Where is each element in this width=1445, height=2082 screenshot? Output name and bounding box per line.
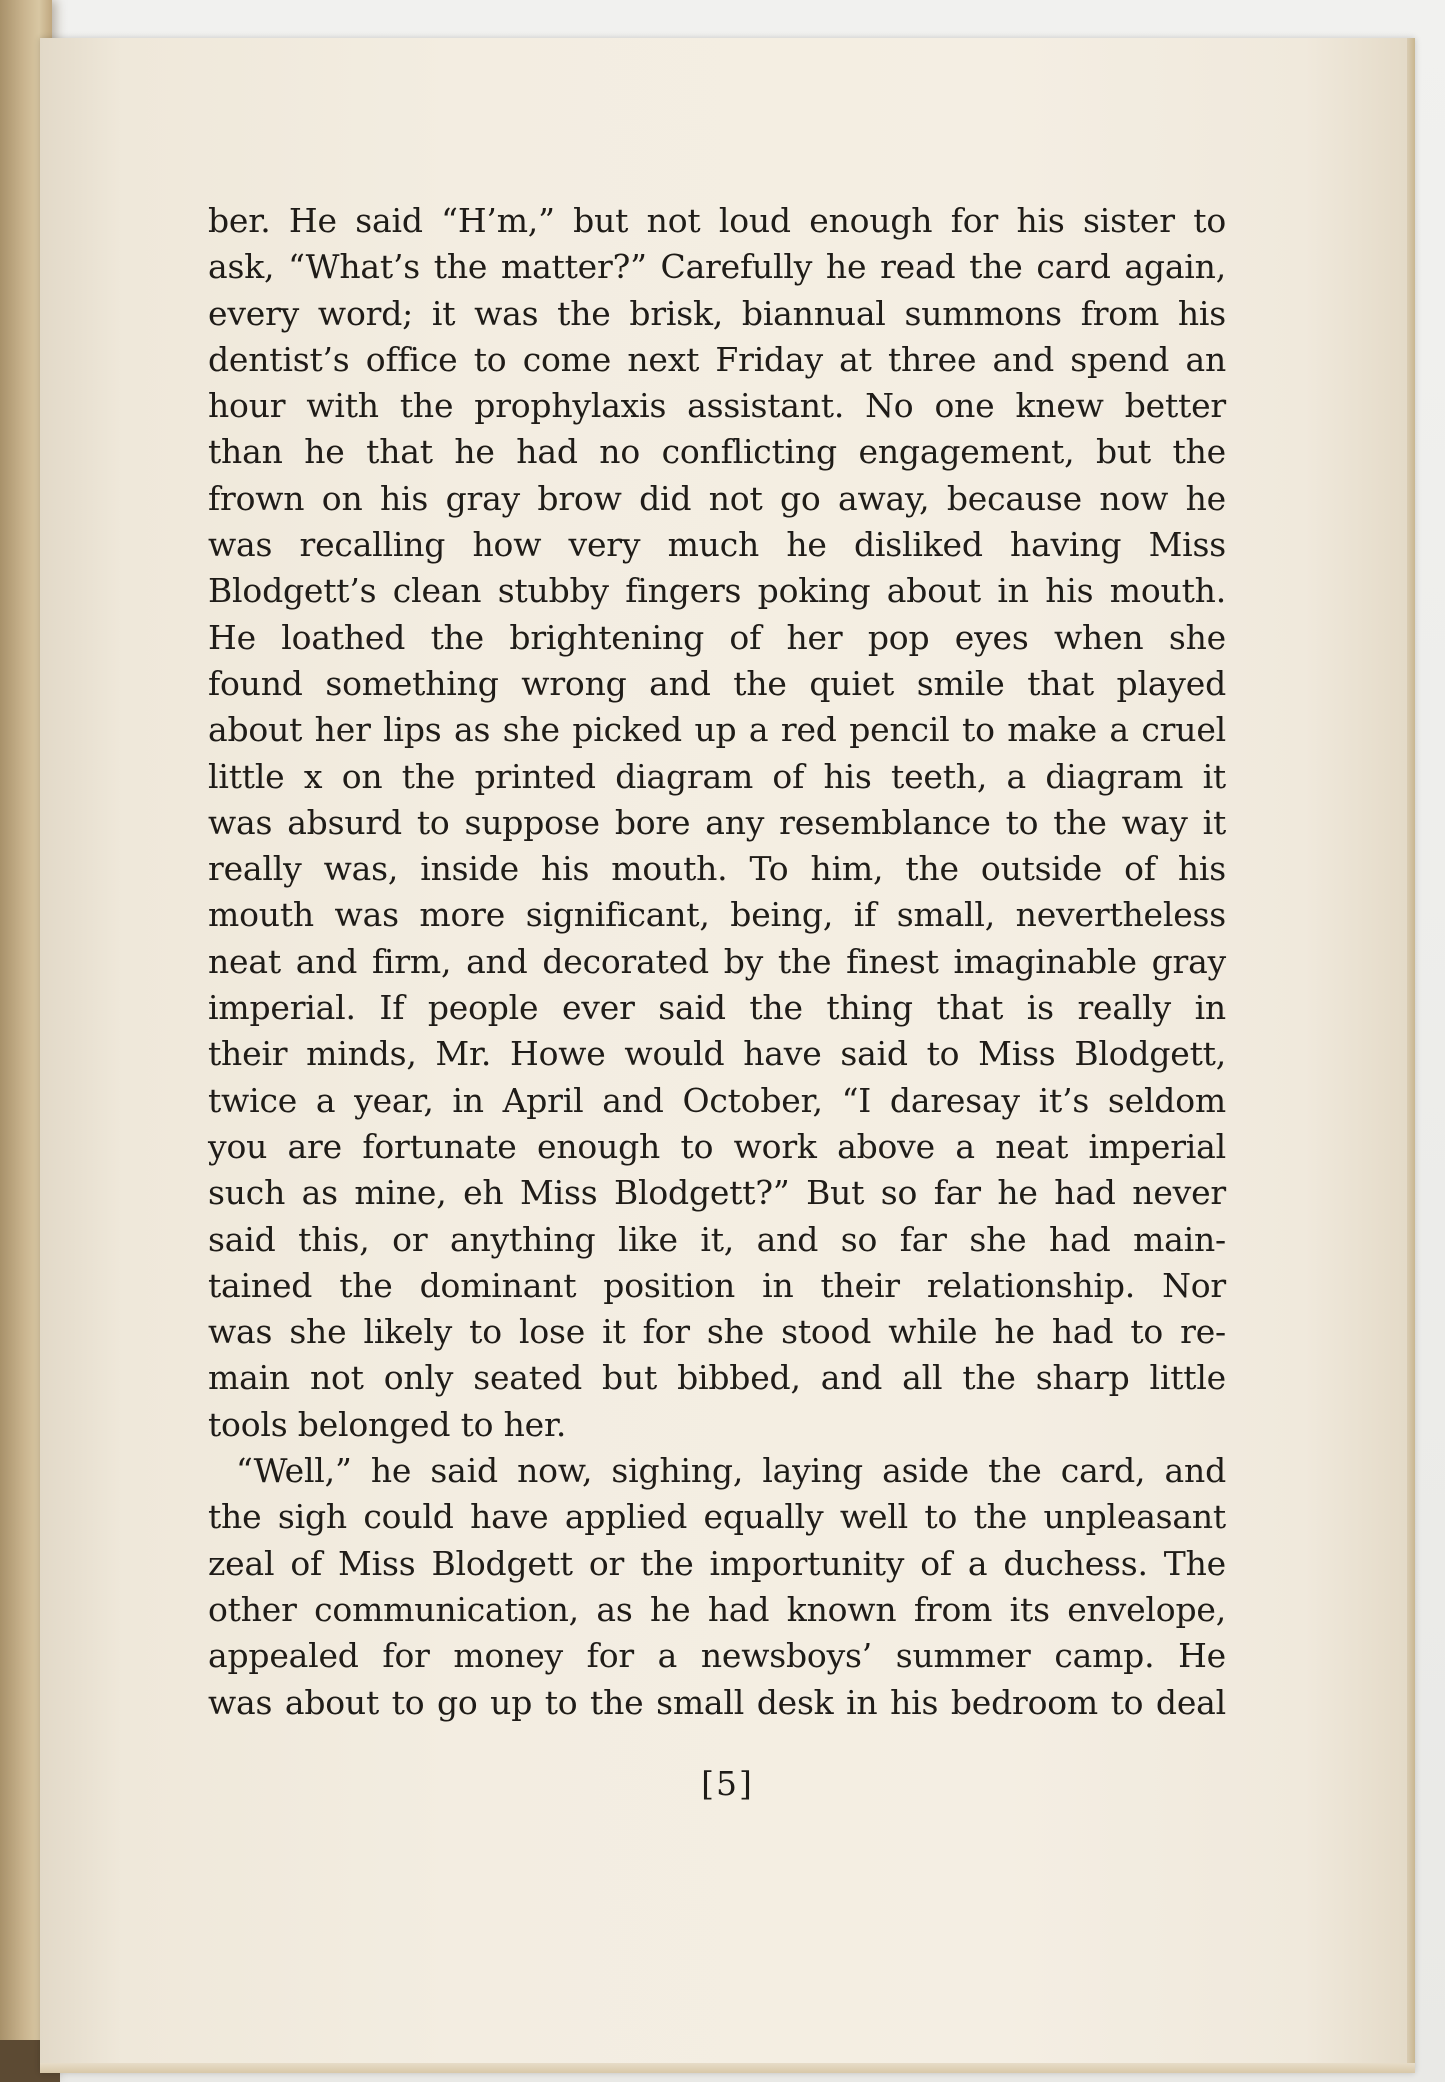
text-line: really was, inside his mouth. To him, the outside of his (208, 849, 1226, 889)
text-line: main not only seated but bibbed, and all the sharp little (208, 1358, 1226, 1398)
text-line: hour with the prophylaxis assistant. No one knew better (208, 386, 1226, 426)
text-line: than he that he had no conflicting engagement, but the (208, 432, 1226, 472)
text-line: about her lips as she picked up a red pencil to make a cruel (208, 710, 1226, 750)
text-line-paragraph-end: tools belonged to her. (208, 1404, 567, 1444)
text-line: ber. He said “H’m,” but not loud enough for his sister to (208, 201, 1226, 240)
text-line: He loathed the brightening of her pop eyes when she (208, 617, 1226, 657)
page-bottom-edge (40, 2063, 1415, 2073)
text-line: every word; it was the brisk, biannual summons from his (208, 293, 1226, 333)
text-line: dentist’s office to come next Friday at three and spend an (208, 339, 1226, 379)
page-number: [5] (701, 1764, 754, 1803)
text-line: you are fortunate enough to work above a neat imperial (208, 1126, 1226, 1166)
text-line: twice a year, in April and October, “I daresay it’s seldom (208, 1080, 1226, 1120)
text-line-paragraph-start: “Well,” he said now, sighing, laying aside the card, and (236, 1451, 1226, 1491)
text-line: mouth was more significant, being, if small, nevertheless (208, 895, 1226, 935)
text-line: was absurd to suppose bore any resemblance to the way it (208, 802, 1226, 842)
text-line: Blodgett’s clean stubby fingers poking about in his mouth. (208, 571, 1226, 611)
text-line: the sigh could have applied equally well to the unpleasant (208, 1497, 1226, 1537)
text-line: their minds, Mr. Howe would have said to Miss Blodgett, (208, 1034, 1226, 1074)
text-line: zeal of Miss Blodgett or the importunity of a duchess. The (208, 1543, 1226, 1583)
text-line: was recalling how very much he disliked having Miss (208, 525, 1226, 565)
text-line: frown on his gray brow did not go away, because now he (208, 478, 1226, 518)
text-line: other communication, as he had known from its envelope, (208, 1589, 1226, 1629)
text-line: found something wrong and the quiet smile that played (208, 663, 1226, 703)
text-line: little x on the printed diagram of his teeth, a diagram it (208, 756, 1226, 796)
text-line: appealed for money for a newsboys’ summer camp. He (208, 1636, 1226, 1676)
text-line: tained the dominant position in their relationship. Nor (208, 1265, 1226, 1305)
text-line: was about to go up to the small desk in his bedroom to deal (208, 1682, 1226, 1722)
text-line: was she likely to lose it for she stood while he had to re- (208, 1312, 1226, 1352)
text-line: such as mine, eh Miss Blodgett?” But so far he had never (208, 1173, 1226, 1213)
body-text (208, 198, 1226, 1726)
text-line: ask, “What’s the matter?” Carefully he read the card again, (208, 247, 1226, 287)
text-line: said this, or anything like it, and so far she had main- (208, 1219, 1226, 1259)
text-line: neat and firm, and decorated by the finest imaginable gray (208, 941, 1226, 981)
text-line: imperial. If people ever said the thing that is really in (208, 988, 1226, 1028)
book-page (40, 38, 1415, 2073)
